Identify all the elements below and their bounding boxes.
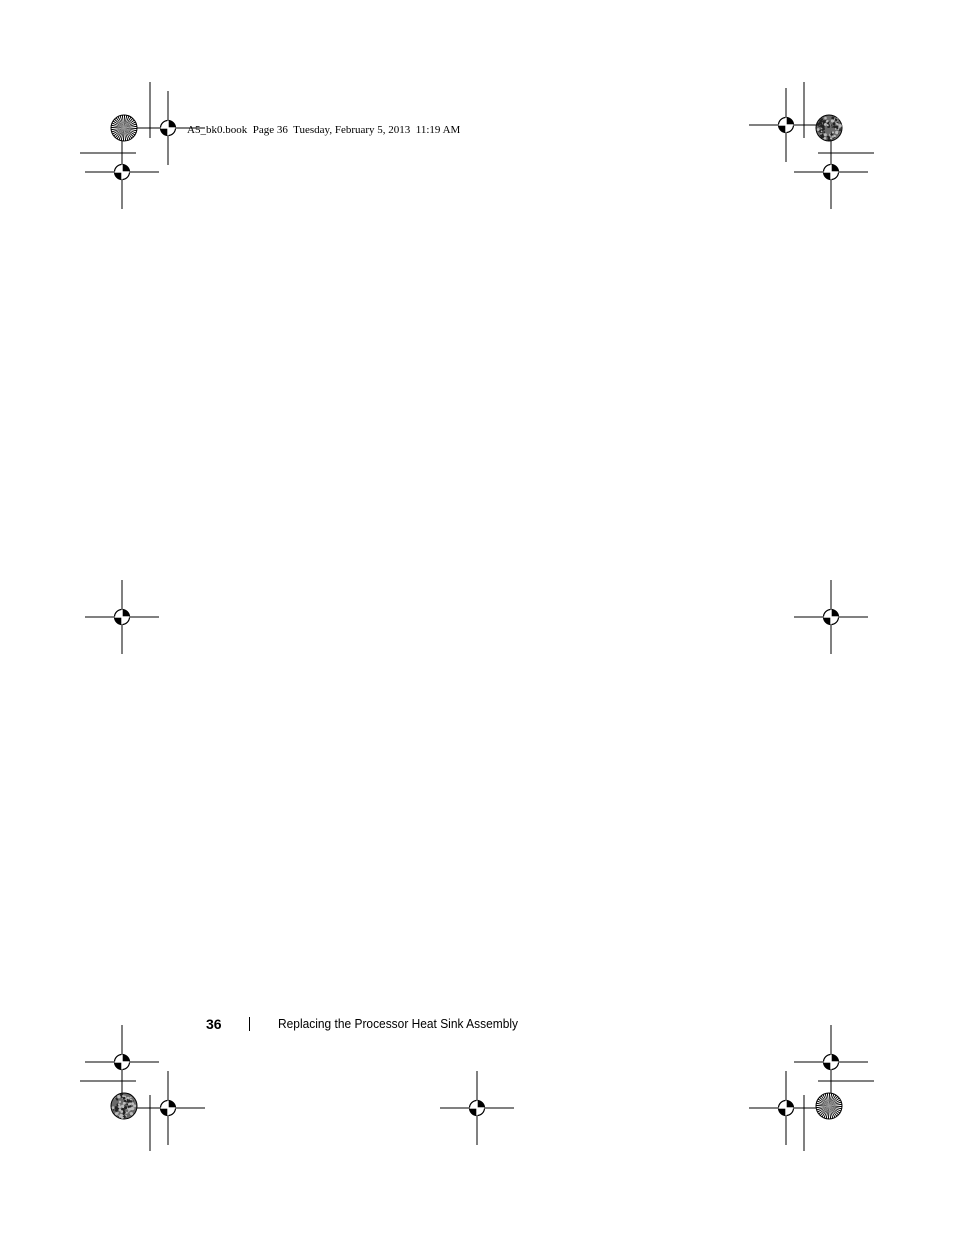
registration-mark-mid-right	[794, 580, 868, 654]
registration-mark-bottom-right-lower	[749, 1071, 823, 1145]
slug-time: 11:19 AM	[415, 124, 461, 136]
color-wheel-top-left	[111, 115, 137, 141]
registration-mark-bottom-left-upper	[85, 1025, 159, 1099]
registration-mark-top-right-lower	[794, 135, 868, 209]
registration-marks	[85, 88, 868, 1145]
footer-divider	[249, 1017, 250, 1031]
slug-page: Page 36	[252, 124, 288, 136]
color-wheel-bottom-right	[816, 1093, 842, 1119]
crop-lines	[80, 82, 874, 1151]
print-slug	[187, 123, 460, 137]
registration-mark-bottom-center	[440, 1071, 514, 1145]
registration-mark-bottom-left-lower	[131, 1071, 205, 1145]
color-wheel-bottom-left	[111, 1093, 137, 1119]
registration-mark-mid-left	[85, 580, 159, 654]
registration-mark-top-right-upper	[749, 88, 823, 162]
color-wheels	[111, 115, 842, 1119]
page-number: 36	[206, 1016, 222, 1032]
registration-mark-bottom-right-upper	[794, 1025, 868, 1099]
slug-date: Tuesday, February 5, 2013	[293, 124, 411, 136]
registration-mark-top-left-lower	[85, 135, 159, 209]
footer-section-title: Replacing the Processor Heat Sink Assembly	[278, 1016, 518, 1031]
color-wheel-top-right	[816, 115, 842, 141]
slug-file: A5_bk0.book	[187, 124, 248, 136]
